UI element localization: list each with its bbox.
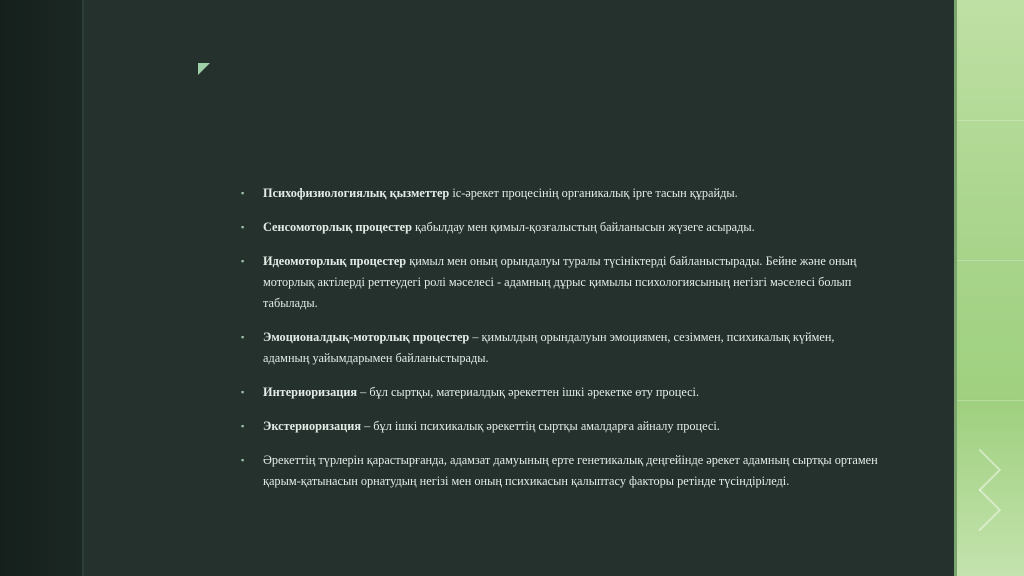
list-item (241, 450, 881, 492)
item-term: Идеомоторлық процестер (263, 254, 407, 268)
item-text: қимыл мен оның орындалуы туралы түсініктерді байланыстырады. Бейне және оның моторлық актілерді реттеудегі ролі мәселесі - адамның дұрыс қимылы психологиясының негізгі мәселесі болып табылады. (263, 254, 857, 310)
bullet-icon: ▪ (241, 222, 245, 232)
item-text: – бұл ішкі психикалық әрекеттің сыртқы амалдарға айналу процесі. (361, 419, 720, 433)
bullet-icon: ▪ (241, 332, 245, 342)
item-term: Сенсомоторлық процестер (263, 220, 412, 234)
left-decorative-panel (0, 0, 82, 576)
list-item (241, 327, 881, 369)
item-text: Әрекеттің түрлерін қарастырғанда, адамзат дамуының ерте генетикалық деңгейінде әрекет адамның сыртқы ортамен қарым-қатынасын орнатудың негізі мен оның психикасын қалыптасу факторы ретінде түсіндіріледі. (263, 453, 878, 488)
bullet-icon: ▪ (241, 421, 245, 431)
decor-stripe (957, 260, 1024, 261)
list-item (241, 251, 881, 314)
bullet-icon: ▪ (241, 387, 245, 397)
decor-chevron (959, 449, 1001, 491)
right-decorative-panel (957, 0, 1024, 576)
item-text: қабылдау мен қимыл-қозғалыстың байланысын жүзеге асырады. (411, 220, 755, 234)
item-text: – бұл сыртқы, материалдық әрекеттен ішкі әрекетке өту процесі. (357, 385, 700, 399)
item-text: іс-әрекет процесінің органикалық ірге тасын құрайды. (449, 186, 738, 200)
decor-stripe (957, 120, 1024, 121)
decor-stripe (957, 400, 1024, 401)
item-term: Экстериоризация (263, 419, 361, 433)
bullet-icon: ▪ (241, 455, 245, 465)
list-item (241, 416, 881, 437)
list-item (241, 382, 881, 403)
item-term: Психофизиологиялық қызметтер (263, 186, 450, 200)
list-item (241, 183, 881, 204)
corner-triangle-icon (198, 63, 210, 75)
item-term: Интериоризация (263, 385, 358, 399)
item-term: Эмоционалдық-моторлық процестер (263, 330, 470, 344)
bullet-list (241, 183, 881, 505)
decor-chevron (959, 489, 1001, 531)
list-item (241, 217, 881, 238)
bullet-icon: ▪ (241, 256, 245, 266)
item-text: – қимылдың орындалуын эмоциямен, сезіммен, психикалық күймен, адамның уайымдарымен байланыстырады. (263, 330, 835, 365)
bullet-icon: ▪ (241, 188, 245, 198)
